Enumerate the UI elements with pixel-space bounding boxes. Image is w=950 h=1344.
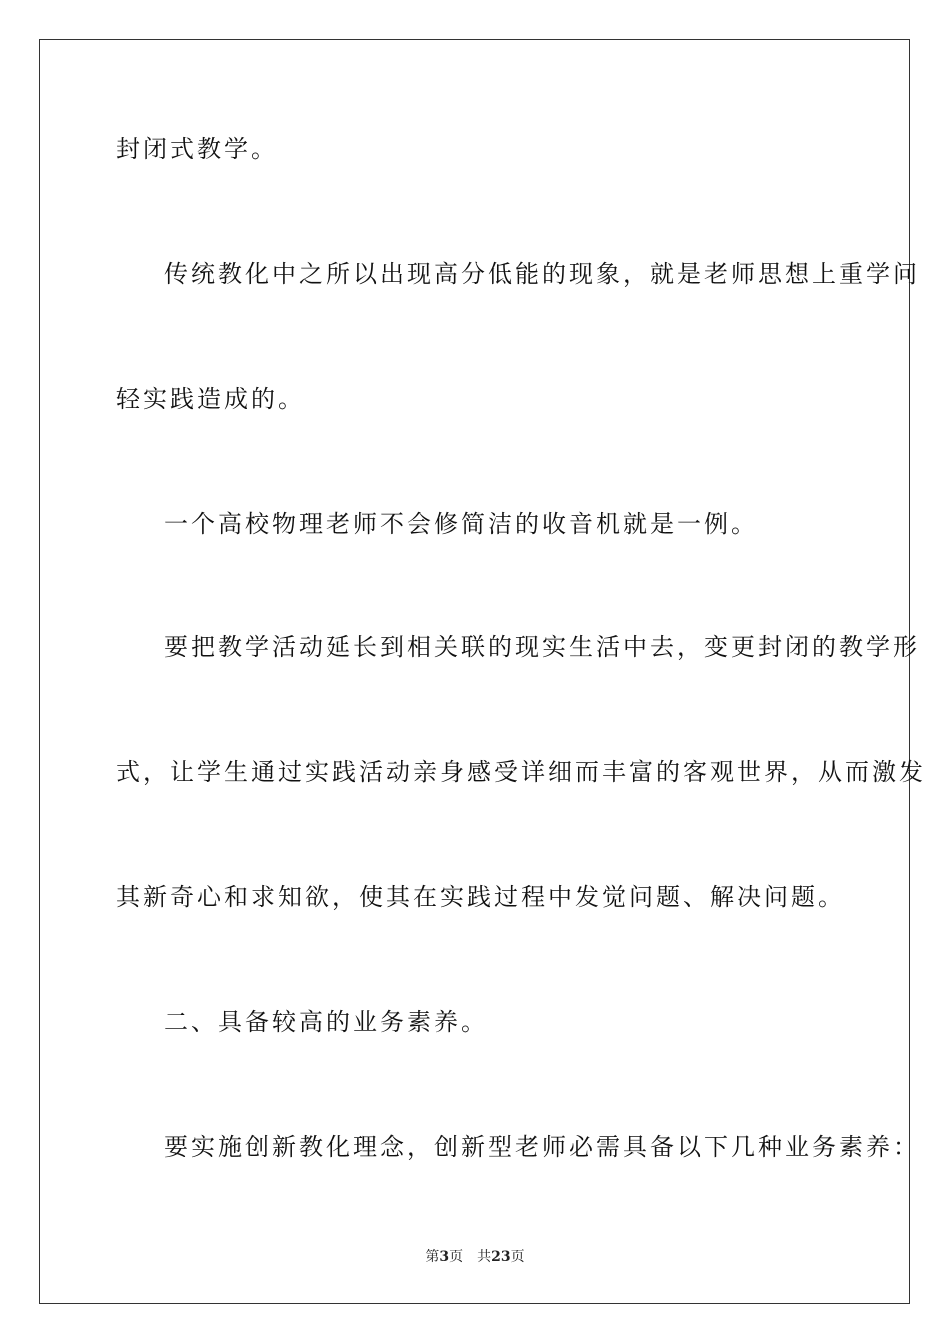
- paragraph-line: 封闭式教学。: [116, 135, 278, 163]
- paragraph-line: 一个高校物理老师不会修简洁的收音机就是一例。: [164, 510, 758, 538]
- page-footer: [0, 1248, 950, 1266]
- total-suffix: 页: [510, 1249, 525, 1265]
- page-prefix: 第: [425, 1249, 440, 1265]
- paragraph-line: 要实施创新教化理念，创新型老师必需具备以下几种业务素养：: [164, 1133, 920, 1161]
- page-number: 3: [439, 1249, 450, 1265]
- paragraph-line: 式，让学生通过实践活动亲身感受详细而丰富的客观世界，从而激发: [116, 758, 926, 786]
- total-pages: 23: [491, 1249, 511, 1265]
- paragraph-line: 轻实践造成的。: [116, 385, 305, 413]
- page-suffix: 页: [449, 1249, 464, 1265]
- page-border: [39, 39, 910, 1304]
- paragraph-line: 要把教学活动延长到相关联的现实生活中去，变更封闭的教学形: [164, 633, 920, 661]
- section-heading: 二、具备较高的业务素养。: [164, 1008, 488, 1036]
- paragraph-line: 传统教化中之所以出现高分低能的现象，就是老师思想上重学问: [164, 260, 920, 288]
- paragraph-line: 其新奇心和求知欲，使其在实践过程中发觉问题、解决问题。: [116, 883, 845, 911]
- total-prefix: 共: [477, 1249, 492, 1265]
